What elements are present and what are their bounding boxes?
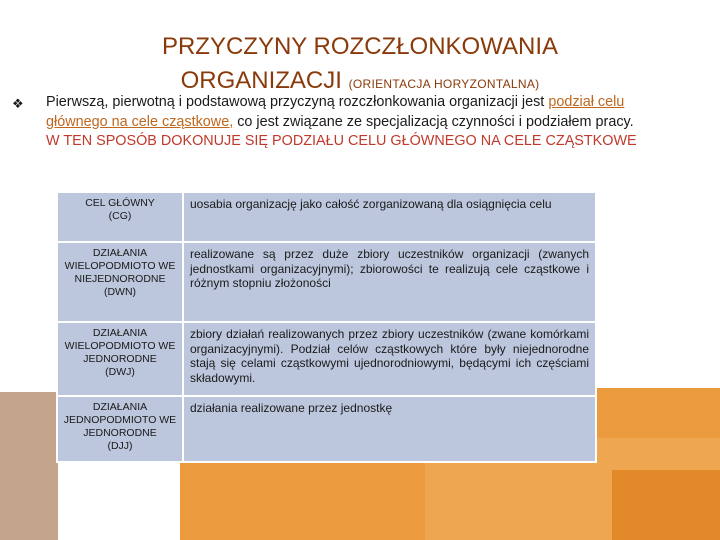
title-line-2-subtitle: (ORIENTACJA HORYZONTALNA) bbox=[348, 77, 540, 91]
table-row bbox=[57, 396, 596, 462]
row-description: zbiory działań realizowanych przez zbiory uczestników (zwane komórkami organizacyjnymi). Podział celów cząstkowych które były niejednorodne stają się celami cząstkowymi ujednorodniowymi, będącymi ich częściami składowymi. bbox=[183, 322, 596, 396]
row-description: uosabia organizację jako całość zorganizowaną dla osiągnięcia celu bbox=[183, 192, 596, 242]
title-line-1: PRZYCZYNY ROZCZŁONKOWANIA bbox=[161, 33, 559, 60]
intro-caps-statement: W TEN SPOSÓB DOKONUJE SIĘ PODZIAŁU CELU GŁÓWNEGO NA CELE CZĄSTKOWE bbox=[46, 133, 637, 149]
intro-text-part1: Pierwszą, pierwotną i podstawową przyczyną rozczłonkowania organizacji jest bbox=[46, 94, 545, 110]
row-key-cell bbox=[57, 396, 183, 462]
slide-title bbox=[140, 30, 580, 101]
row-abbr: (DWN) bbox=[103, 286, 137, 298]
table-row bbox=[57, 192, 596, 242]
intro-text-part2: co jest związane ze specjalizacją czynności i podziałem pracy. bbox=[237, 113, 634, 130]
intro-underlined-phrase: podział celu głównego na cele cząstkowe, bbox=[46, 94, 625, 130]
row-key-cell bbox=[57, 322, 183, 396]
title-line-2-main: ORGANIZACJI bbox=[180, 67, 342, 94]
table-row bbox=[57, 242, 596, 322]
decorative-tan-block bbox=[0, 392, 58, 540]
row-key: DZIAŁANIA WIELOPODMIOTO WE JEDNORODNE bbox=[64, 327, 176, 365]
row-abbr: (CG) bbox=[108, 210, 132, 222]
row-key-cell bbox=[57, 192, 183, 242]
decorative-orange-dark-block bbox=[612, 470, 720, 540]
goals-table bbox=[56, 191, 597, 463]
row-key: CEL GŁÓWNY bbox=[85, 197, 155, 209]
row-description: realizowane są przez duże zbiory uczestników organizacji (zwanych jednostkami organizacyjnymi); zbiorowości te realizują cele cząstkowe i różnym stopniu złożoności bbox=[183, 242, 596, 322]
row-abbr: (DWJ) bbox=[105, 366, 135, 378]
table-row bbox=[57, 322, 596, 396]
row-key-cell bbox=[57, 242, 183, 322]
row-description: działania realizowane przez jednostkę bbox=[183, 396, 596, 462]
diamond-bullet-icon: ❖ bbox=[12, 96, 24, 111]
row-abbr: (DJJ) bbox=[107, 440, 133, 452]
row-key: DZIAŁANIA JEDNOPODMIOTO WE JEDNORODNE bbox=[63, 401, 177, 439]
row-key: DZIAŁANIA WIELOPODMIOTO WE NIEJEDNORODNE bbox=[64, 247, 176, 285]
intro-paragraph bbox=[12, 93, 686, 152]
